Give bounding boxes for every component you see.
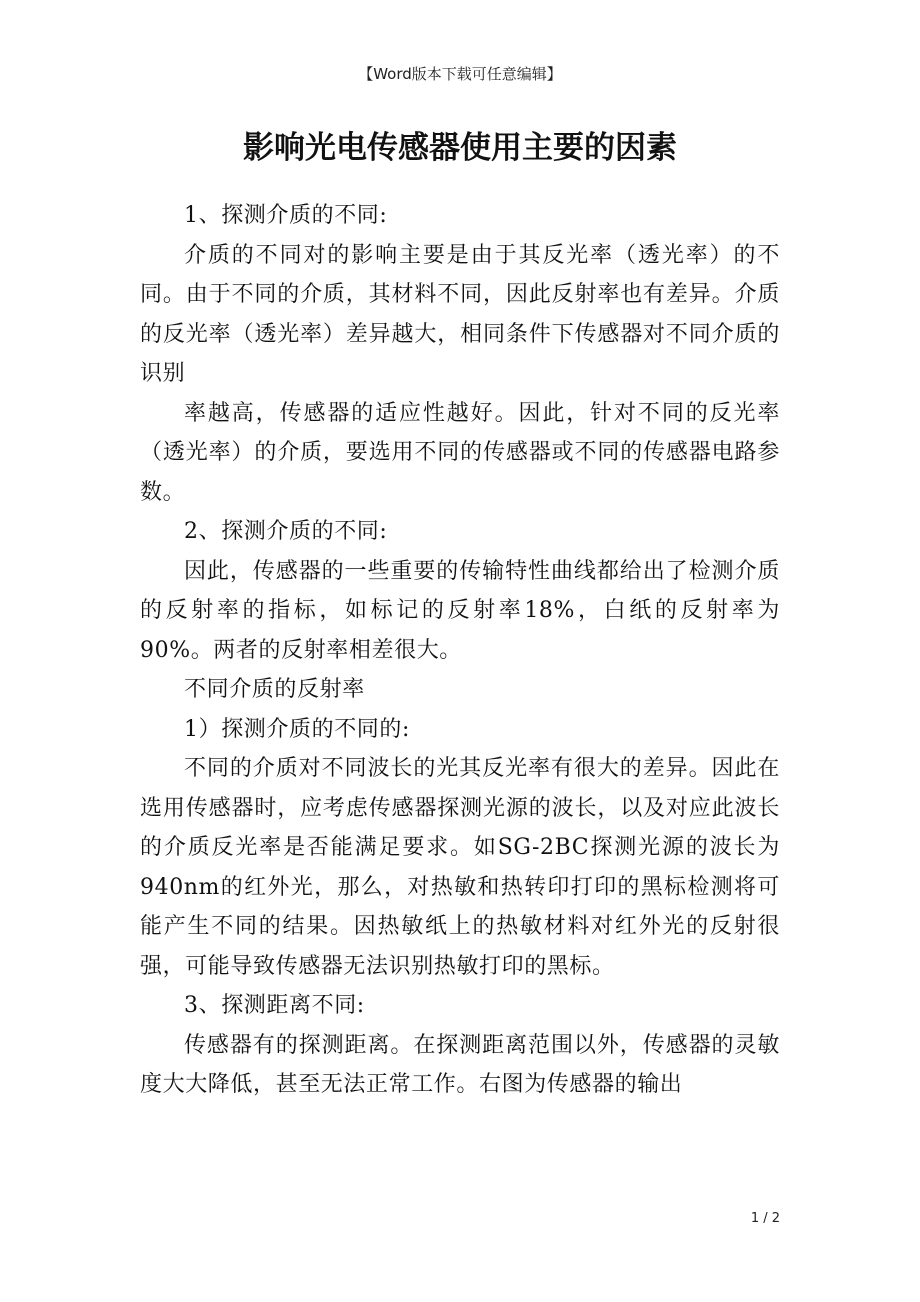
paragraph-medium-difference: 介质的不同对的影响主要是由于其反光率（透光率）的不同。由于不同的介质，其材料不同，因此反射率也有差异。介质的反光率（透光率）差异越大，相同条件下传感器对不同介质的识别 (140, 242, 780, 386)
section-heading-2: 2、探测介质的不同: (184, 519, 388, 544)
page-number: 1 / 2 (750, 1211, 780, 1226)
subsection-heading-1: 1）探测介质的不同的: (184, 716, 411, 742)
paragraph-wavelength-difference: 不同的介质对不同波长的光其反光率有很大的差异。因此在选用传感器时，应考虑传感器探测光源的波长，以及对应此波长的介质反光率是否能满足要求。如SG-2BC探测光源的波长为940nm的红外光，那么，对热敏和热转印打印的黑标检测将可能产生不同的结果。因热敏纸上的热敏材料对红外光的反射很强，可能导致传感器无法识别热敏打印的黑标。 (140, 756, 780, 979)
section-heading-1: 1、探测介质的不同: (184, 203, 388, 228)
paragraph-sensor-adaptability: 率越高，传感器的适应性越好。因此，针对不同的反光率（透光率）的介质，要选用不同的传感器或不同的传感器电路参数。 (140, 400, 780, 505)
section-heading-3: 3、探测距离不同: (184, 993, 365, 1018)
page-title: 影响光电传感器使用主要的因素 (243, 130, 677, 166)
document-body (140, 196, 780, 1105)
subheading-reflectivity: 不同介质的反射率 (184, 677, 365, 702)
download-note: 【Word版本下载可任意编辑】 (358, 65, 562, 83)
paragraph-reflectivity-index: 因此，传感器的一些重要的传输特性曲线都给出了检测介质的反射率的指标，如标记的反射率18%，白纸的反射率为90%。两者的反射率相差很大。 (140, 558, 780, 663)
paragraph-detection-distance: 传感器有的探测距离。在探测距离范围以外，传感器的灵敏度大大降低，甚至无法正常工作。右图为传感器的输出 (140, 1032, 780, 1097)
